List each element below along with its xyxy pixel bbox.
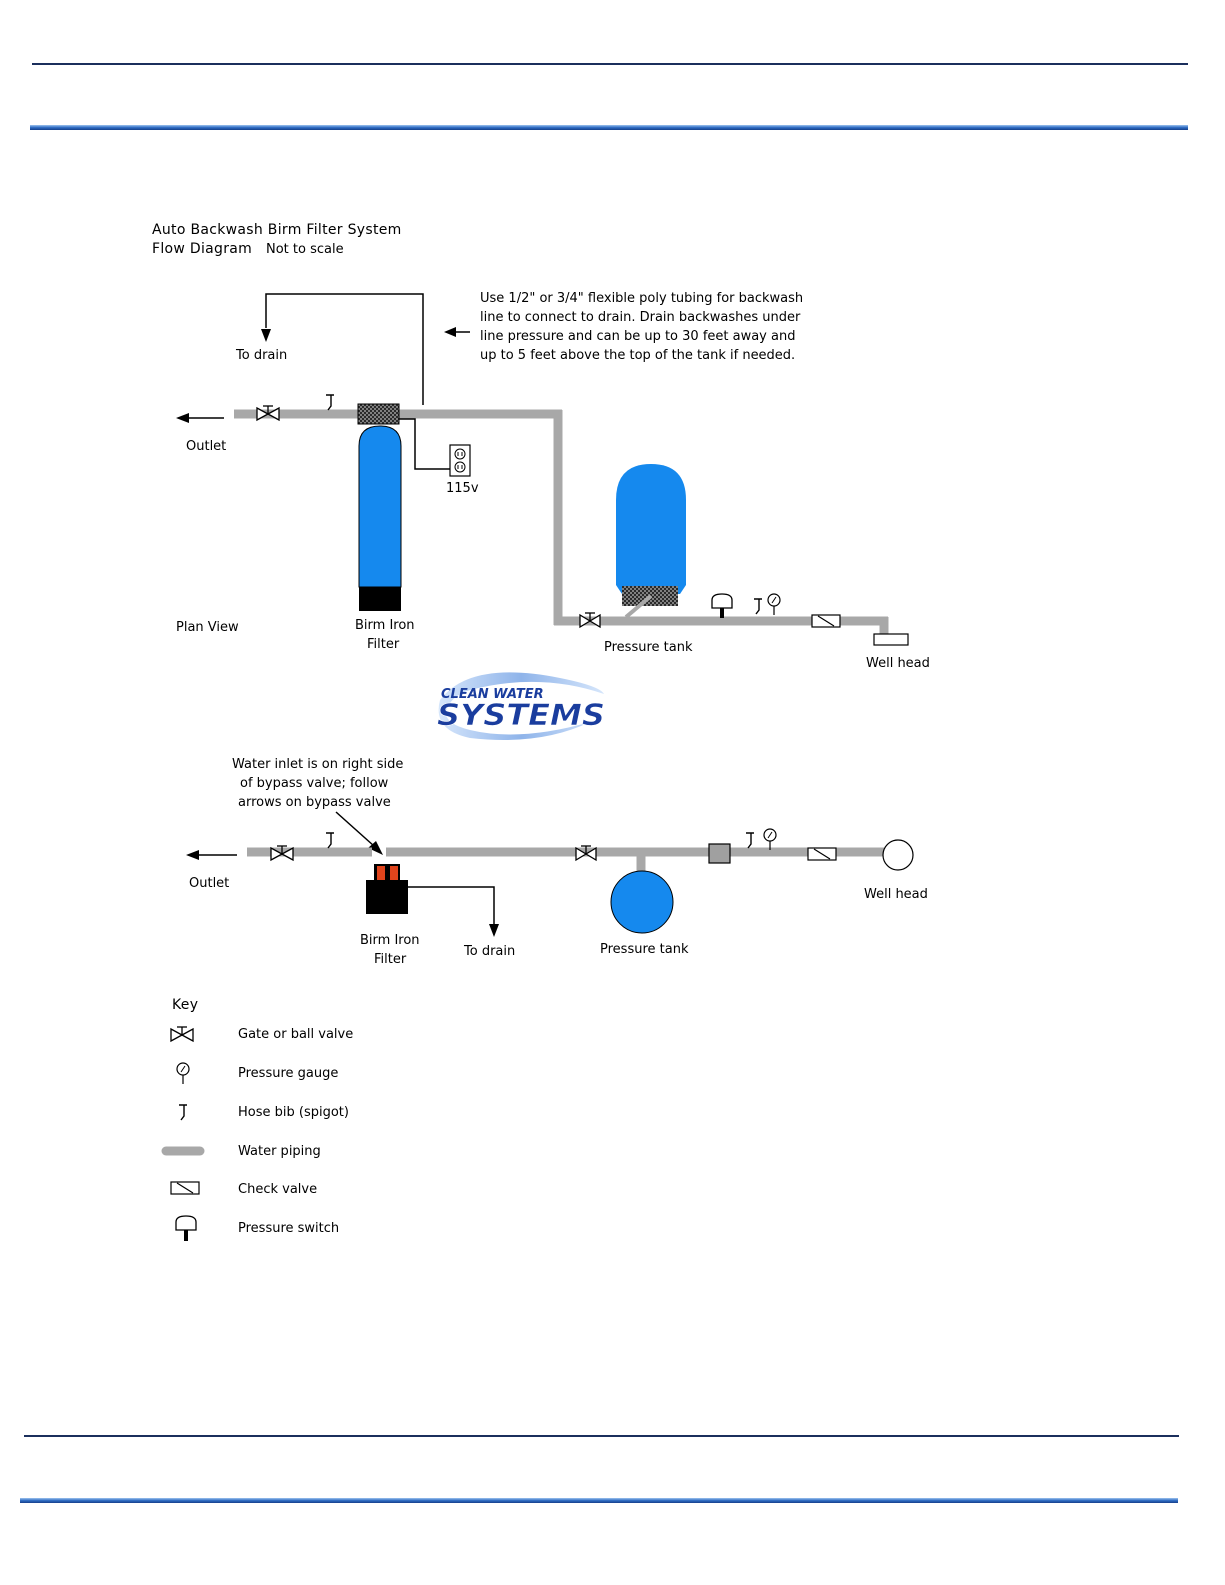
plan-well-head-label: Well head [864, 887, 928, 902]
check-valve-icon [812, 615, 840, 627]
diagram-title: Auto Backwash Birm Filter System [152, 222, 402, 238]
pressure-tank-label: Pressure tank [604, 640, 693, 655]
plan-water-piping [247, 852, 884, 872]
gate-valve-icon [171, 1027, 193, 1041]
key-label-hose-bib: Hose bib (spigot) [238, 1105, 349, 1120]
key-label-gate-valve: Gate or ball valve [238, 1027, 354, 1042]
note-line-4: up to 5 feet above the top of the tank if needed. [480, 348, 796, 363]
plan-outlet-arrow [186, 850, 237, 860]
plan-outlet-label: Outlet [189, 876, 230, 891]
note-line-1: Use 1/2" or 3/4" flexible poly tubing for backwash [480, 291, 804, 306]
check-valve-icon [808, 848, 836, 860]
to-drain-label: To drain [236, 348, 288, 363]
birm-iron-filter-tank [359, 426, 401, 611]
note-line-2: line to connect to drain. Drain backwashes under [480, 310, 801, 325]
logo-line-2: SYSTEMS [437, 698, 605, 732]
inlet-note-line-3: arrows on bypass valve [238, 795, 391, 810]
pressure-gauge-icon [768, 594, 780, 615]
key-title: Key [172, 997, 199, 1013]
hose-bib-icon [179, 1105, 187, 1120]
control-valve [358, 404, 399, 424]
pressure-switch-icon [712, 594, 732, 618]
hose-bib-icon [754, 599, 762, 614]
plan-filter-label-2: Filter [374, 952, 407, 967]
plan-pressure-switch [709, 844, 730, 863]
outlet-label: Outlet [186, 439, 227, 454]
filter-label-2: Filter [367, 637, 400, 652]
plan-pressure-tank [611, 871, 673, 933]
check-valve-icon [171, 1182, 199, 1194]
inlet-note-line-2: of bypass valve; follow [240, 776, 389, 791]
logo-line-1: CLEAN WATER [441, 687, 544, 702]
plan-well-head-icon [883, 840, 913, 870]
hose-bib-icon [746, 833, 754, 848]
outlet-arrow [176, 413, 224, 423]
well-head-icon [874, 634, 908, 645]
filter-label-1: Birm Iron [355, 618, 415, 633]
key-label-check-valve: Check valve [238, 1182, 318, 1197]
water-piping [234, 410, 888, 636]
key-label-pressure-gauge: Pressure gauge [238, 1066, 339, 1081]
key-label-water-piping: Water piping [238, 1144, 321, 1159]
well-head-label: Well head [866, 656, 930, 671]
hose-bib-icon [326, 833, 334, 848]
power-label: 115v [446, 481, 479, 496]
key-label-pressure-switch: Pressure switch [238, 1221, 340, 1236]
scale-note: Not to scale [266, 242, 344, 257]
diagram-subtitle: Flow Diagram [152, 241, 253, 257]
power-outlet-icon [399, 419, 470, 476]
plan-pressure-tank-label: Pressure tank [600, 942, 689, 957]
plan-view-label: Plan View [176, 620, 239, 635]
pressure-switch-icon [176, 1216, 196, 1241]
plan-filter-label-1: Birm Iron [360, 933, 420, 948]
plan-drain-line [408, 887, 499, 937]
pressure-gauge-icon [764, 829, 776, 850]
plan-to-drain-label: To drain [464, 944, 516, 959]
hose-bib-icon [326, 395, 334, 410]
inlet-note-line-1: Water inlet is on right side [232, 757, 404, 772]
clean-water-systems-logo [437, 672, 605, 740]
note-arrow [444, 327, 470, 337]
pressure-gauge-icon [177, 1063, 189, 1084]
note-line-3: line pressure and can be up to 30 feet away and [480, 329, 796, 344]
pressure-tank [616, 464, 686, 617]
plan-birm-iron-filter [366, 864, 408, 914]
